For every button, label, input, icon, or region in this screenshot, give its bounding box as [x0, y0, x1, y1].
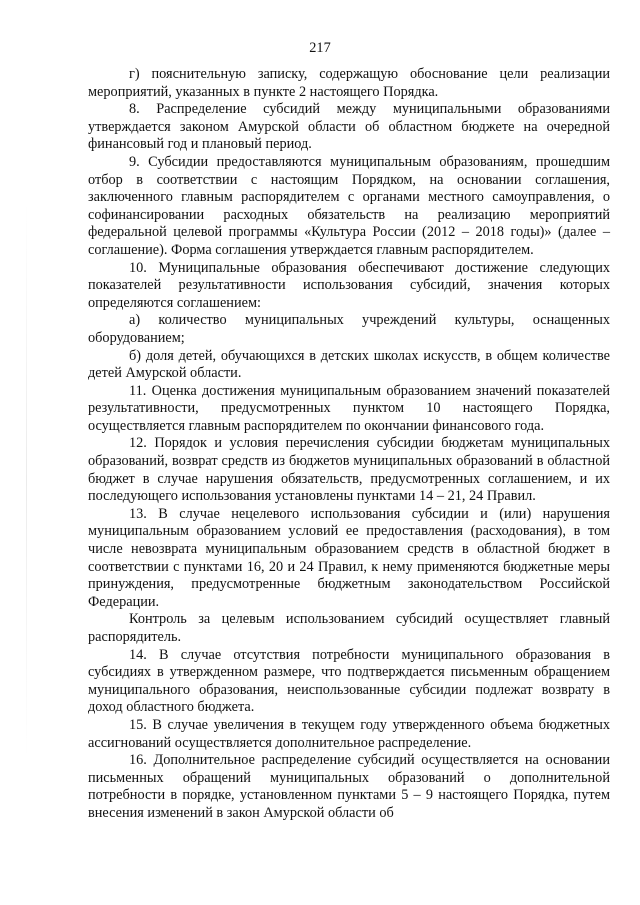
paragraph-15: 15. В случае увеличения в текущем году утвержденного объема бюджетных ассигнований осуществляется дополнительное распределение. [88, 716, 610, 751]
document-body [88, 66, 610, 823]
paragraph-14: 14. В случае отсутствия потребности муниципального образования в субсидиях в утвержденном размере, что подтверждается письменным обращением муниципального образования, неиспользованные субсидии подлежат возврату в доход областного бюджета. [88, 646, 610, 716]
scan-edge-shadow [26, 200, 27, 760]
paragraph-10: 10. Муниципальные образования обеспечивают достижение следующих показателей результативности использования субсидий, значения которых определяются соглашением: [88, 259, 610, 311]
paragraph-16: 16. Дополнительное распределение субсидий осуществляется на основании письменных обращений муниципальных образований о дополнительной потребности в порядке, установленном пунктами 5 – 9 настоящего Порядка, путем внесения изменений в закон Амурской области об [88, 752, 610, 821]
paragraph-12: 12. Порядок и условия перечисления субсидии бюджетам муниципальных образований, возврат средств из бюджетов муниципальных образований в областной бюджет в случае нарушения обязательств, предусмотренных соглашением, и их последующего использования установлены пунктами 14 – 21, 24 Правил. [88, 435, 610, 505]
paragraph-13: 13. В случае нецелевого использования субсидии и (или) нарушения муниципальным образованием условий ее предоставления (расходования), в том числе невозврата муниципальным образованием средств в областной бюджет в соответствии с пунктами 16, 20 и 24 Правил, к нему применяются бюджетные меры принуждения, предусмотренные бюджетным законодательством Российской Федерации. [88, 505, 610, 610]
paragraph-control: Контроль за целевым использованием субсидий осуществляет главный распорядитель. [88, 611, 610, 645]
paragraph-7g: г) пояснительную записку, содержащую обоснование цели реализации мероприятий, указанных в пункте 2 настоящего Порядка. [88, 66, 610, 100]
paragraph-10b: б) доля детей, обучающихся в детских школах искусств, в общем количестве детей Амурской области. [88, 347, 610, 382]
paragraph-10a: а) количество муниципальных учреждений культуры, оснащенных оборудованием; [88, 312, 610, 346]
paragraph-8: 8. Распределение субсидий между муниципальными образованиями утверждается законом Амурской области об областном бюджете на очередной финансовый год и плановый период. [88, 101, 610, 153]
paragraph-9: 9. Субсидии предоставляются муниципальным образованиям, прошедшим отбор в соответствии с настоящим Порядком, на основании соглашения, заключенного главным распорядителем с органами местного самоуправления, о софинансировании расходных обязательств на реализацию мероприятий федеральной целевой программы «Культура России (2012 – 2018 годы)» (далее – соглашение). Форма соглашения утверждается главным распорядителем. [88, 153, 610, 258]
paragraph-11: 11. Оценка достижения муниципальным образованием значений показателей результативности, предусмотренных пунктом 10 настоящего Порядка, осуществляется главным распорядителем по окончании финансового года. [88, 382, 610, 434]
page-number: 217 [309, 40, 331, 56]
